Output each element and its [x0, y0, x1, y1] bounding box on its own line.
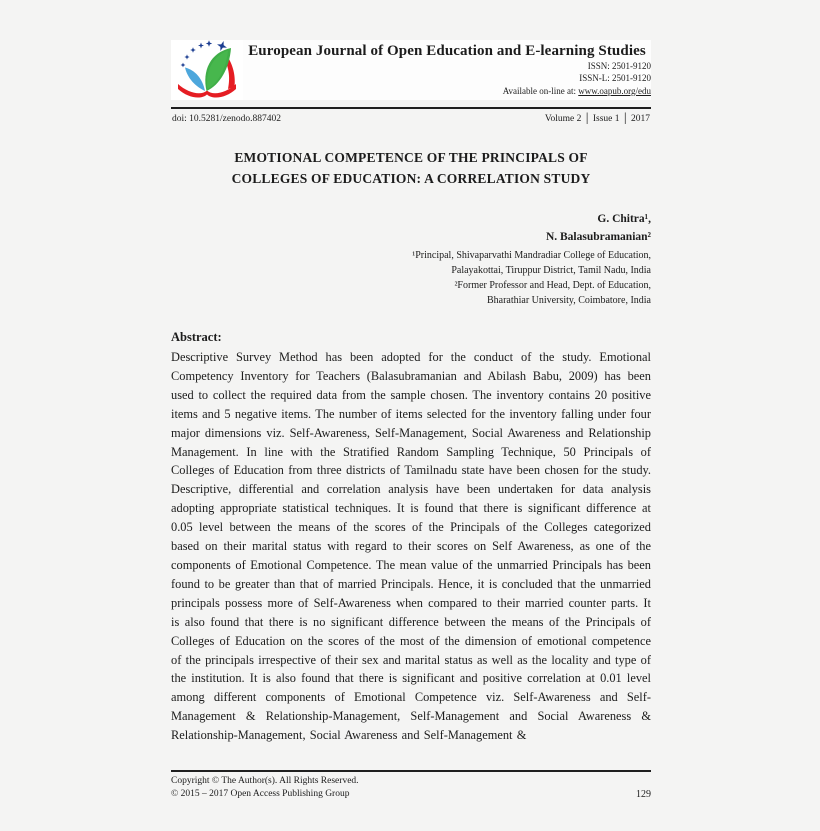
page-number: 129: [636, 789, 651, 800]
copyright-line-1: Copyright © The Author(s). All Rights Reserved.: [171, 776, 359, 786]
doi-row: [171, 109, 651, 126]
copyright-line-2: © 2015 – 2017 Open Access Publishing Group: [171, 789, 350, 799]
author-2: N. Balasubramanian²: [545, 231, 651, 243]
available-online-label: Available on-line at:: [502, 86, 579, 96]
article-title: [171, 147, 651, 189]
copyright-block: [171, 775, 359, 801]
journal-name: European Journal of Open Education and E-learning Studies: [248, 43, 646, 59]
affiliation-line-3: ²Former Professor and Head, Dept. of Education,: [454, 280, 651, 291]
affiliation-line-4: Bharathiar University, Coimbatore, India: [486, 295, 651, 306]
journal-header: [171, 40, 651, 100]
abstract-body: Descriptive Survey Method has been adopted for the conduct of the study. Emotional Competency Inventory for Teachers (Balasubramanian and Abilash Babu, 2009) has been used to collect the required data from the sample chosen. The inventory contains 20 positive items and 5 negative items. The number of items selected for the inventory falling under four major dimensions viz. Self-Awareness, Self-Management, Social Awareness and Relationship Management. In line with the Stratified Random Sampling Technique, 50 Principals of Colleges of Education from three districts of Tamilnadu state have been chosen for the study. Descriptive, differential and correlation analysis have been undertaken for data analysis adopting appropriate statistical techniques. It is found that there is significant difference at 0.05 level between the means of the scores of the Principals of the Colleges categorized based on their marital status with regard to their scores on Self Awareness, as one of the components of Emotional Competence. The mean value of the unmarried Principals has been found to be greater than that of married Principals. Hence, it is concluded that the unmarried principals possess more of Self-Awareness when compared to their married counter parts. It is also found that there is no significant difference between the means of the Principals of Colleges of Education on the scores of the most of the dimension of emotional competence of the principals irrespective of their sex and marital status as well as the locality and type of the institution. It is also found that there is significant and positive correlation at 0.01 level among different components of Emotional Competence viz. Self-Awareness and Self-Management & Relationship-Management, Self-Management and Social Awareness & Relationship-Management, Social Awareness and Self-Management &: [171, 350, 651, 743]
abstract-heading: Abstract:: [171, 330, 222, 344]
page-content: [171, 40, 651, 801]
doi-text: doi: 10.5281/zenodo.887402: [172, 114, 281, 124]
journal-issn: ISSN: 2501-9120: [587, 61, 651, 71]
journal-issn-l: ISSN-L: 2501-9120: [579, 72, 651, 83]
open-book-with-stars-icon: [171, 40, 243, 100]
author-names: [171, 210, 651, 246]
author-1: G. Chitra¹,: [597, 213, 651, 225]
available-online-line: [243, 85, 651, 97]
affiliation-line-2: Palayakottai, Tiruppur District, Tamil Nadu, India: [451, 265, 651, 276]
journal-masthead: [243, 40, 651, 100]
journal-url-link[interactable]: www.oapub.org/edu: [578, 86, 651, 96]
article-title-line-1: EMOTIONAL COMPETENCE OF THE PRINCIPALS OF: [234, 150, 588, 165]
affiliation-line-1: ¹Principal, Shivaparvathi Mandradiar College of Education,: [412, 250, 651, 261]
page-footer: [171, 770, 651, 801]
journal-logo: [171, 40, 243, 100]
volume-issue-year: Volume 2 │ Issue 1 │ 2017: [544, 114, 650, 124]
author-affiliations: [171, 248, 651, 308]
article-title-line-2: COLLEGES OF EDUCATION: A CORRELATION STUDY: [231, 171, 591, 186]
